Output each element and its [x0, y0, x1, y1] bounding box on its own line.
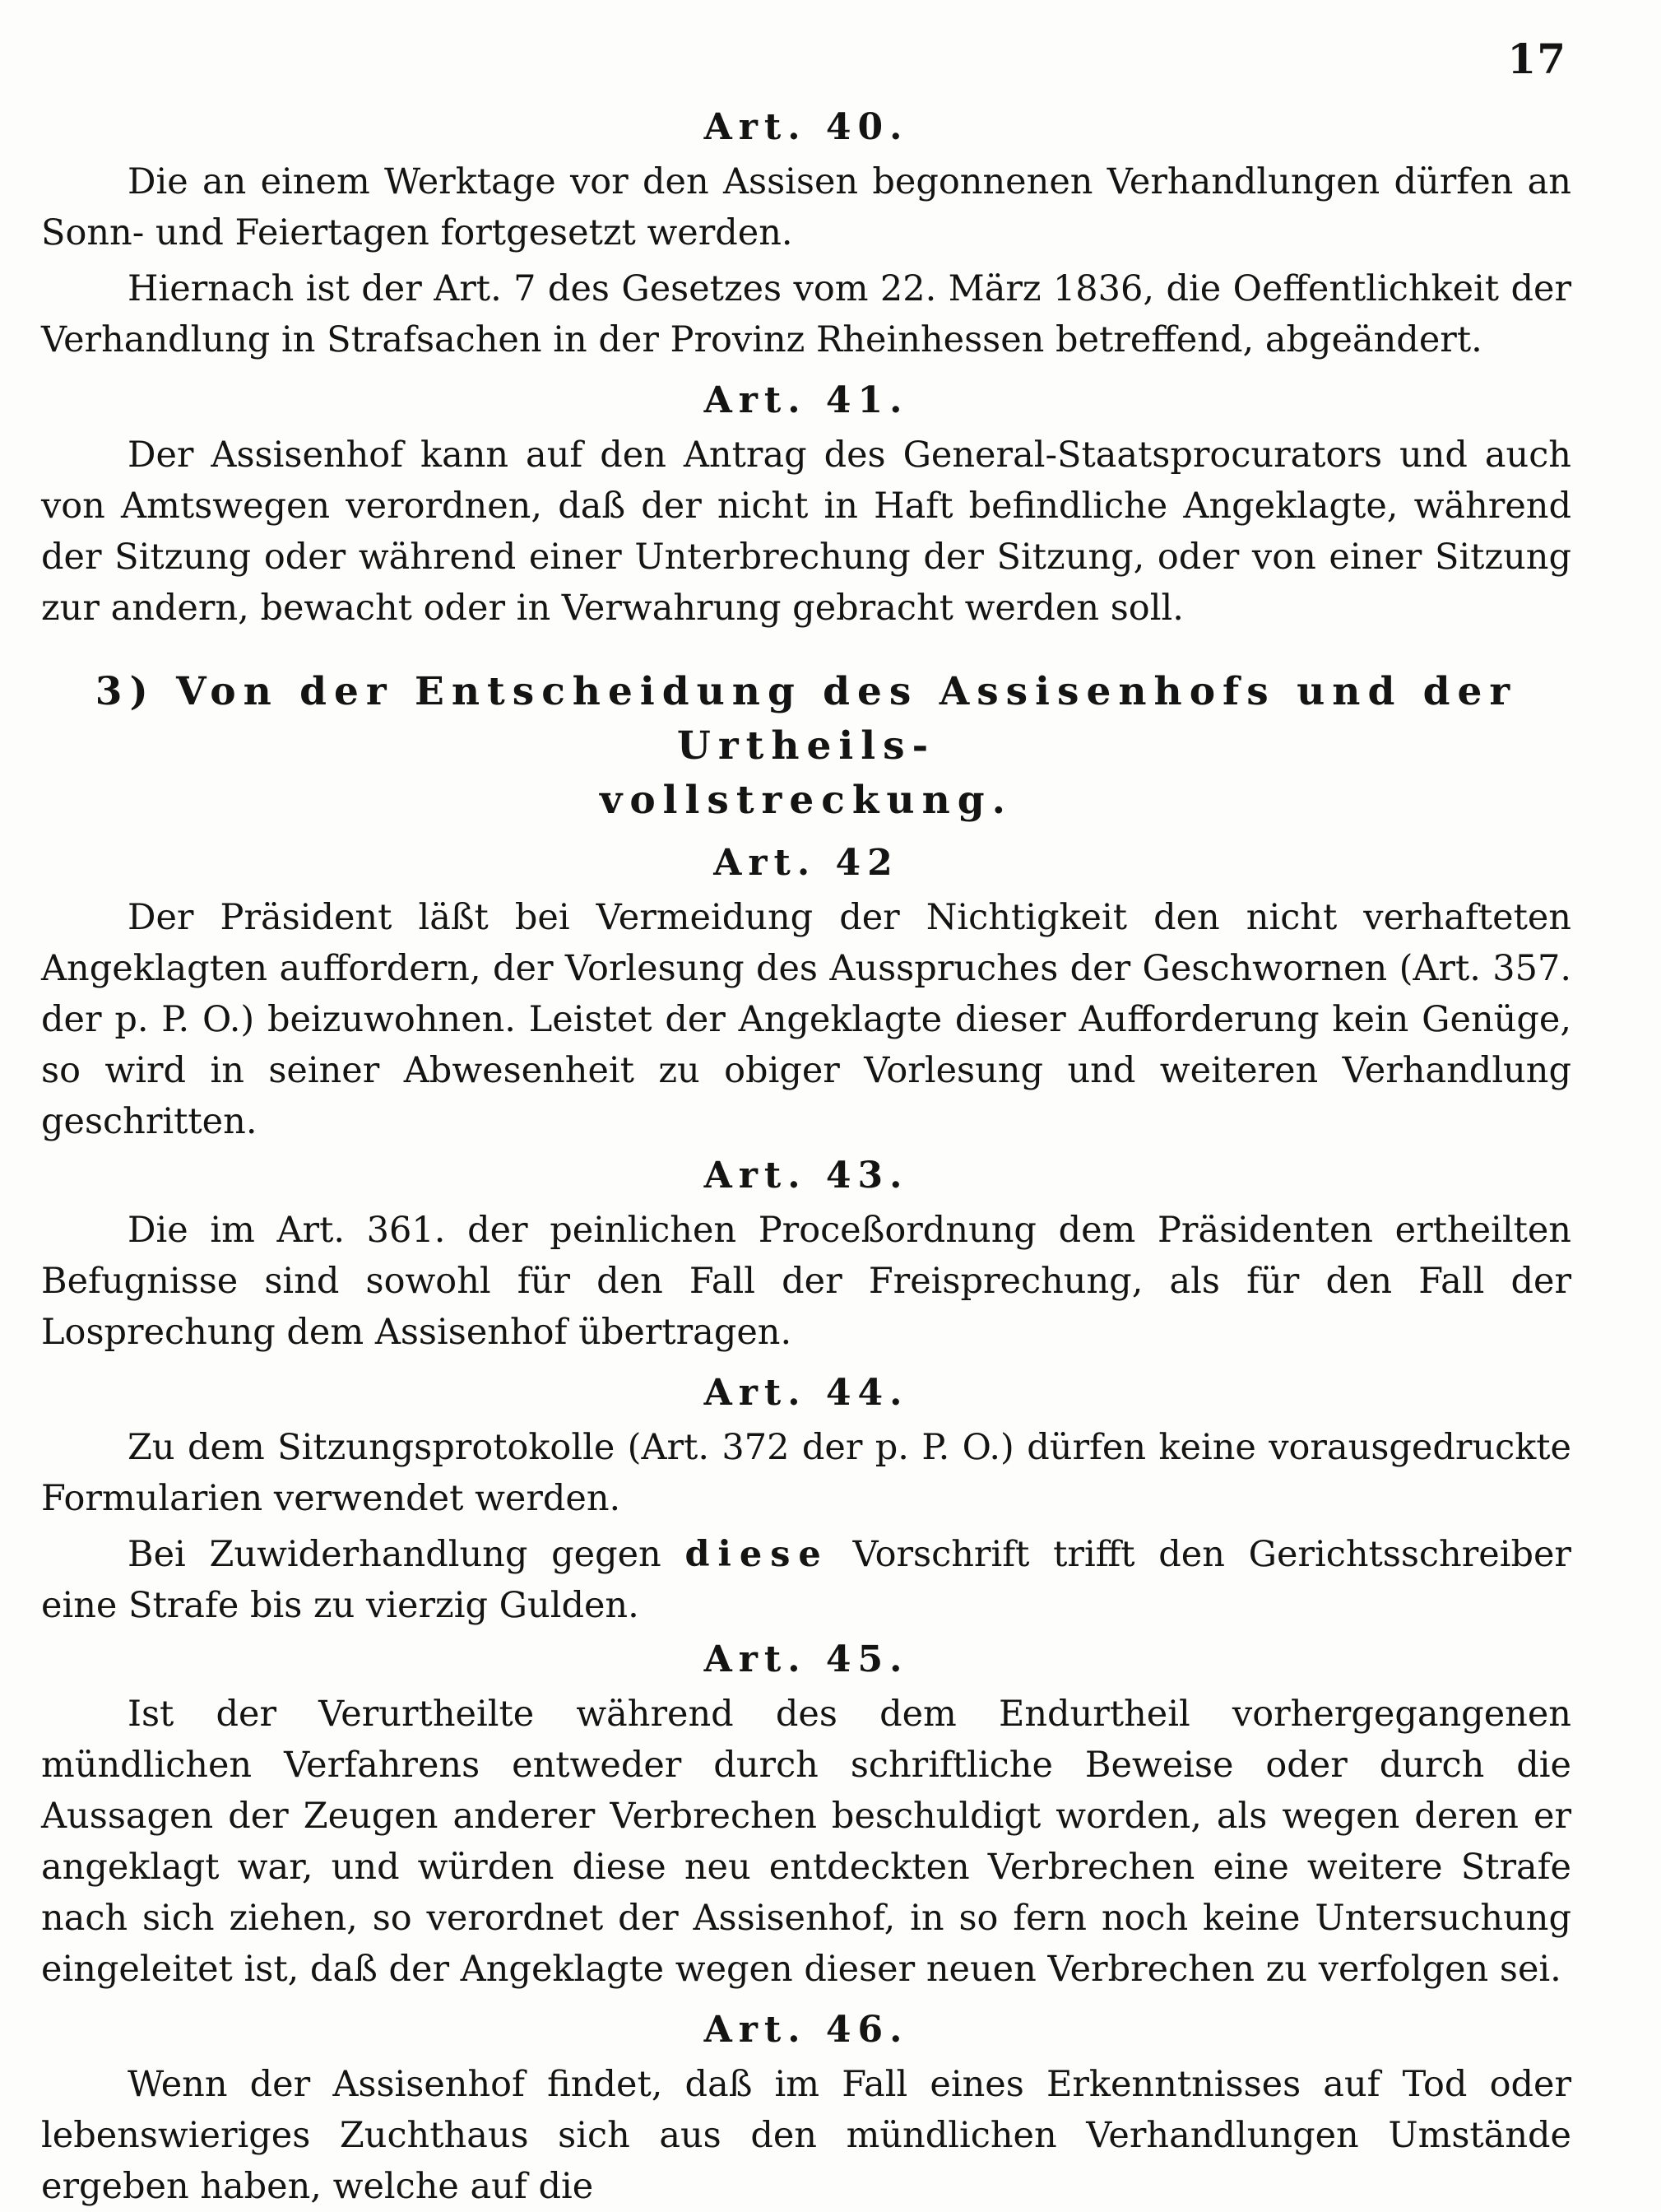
section-heading-line: vollstreckung.: [600, 778, 1013, 823]
paragraph: Der Assisenhof kann auf den Antrag des General-Staatsprocurators und auch von Amtswegen verordnen, daß der nicht in Haft befindliche Angeklagte, während der Sitzung oder während einer Unterbrechung der Sitzung, oder von einer Sitzung zur andern, bewacht oder in Verwahrung gebracht werden soll.: [41, 434, 1571, 629]
article-heading: Art. 42: [713, 842, 899, 884]
paragraph: Der Präsident läßt bei Vermeidung der Nichtigkeit den nicht verhafteten Angeklagten auffordern, der Vorlesung des Ausspruches der Geschwornen (Art. 357. der p. P. O.) beizuwohnen. Leistet der Angeklagte dieser Aufforderung kein Genüge, so wird in seiner Abwesenheit zu obiger Vorlesung und weiteren Verhandlung geschritten.: [41, 897, 1571, 1142]
article-heading: Art. 43.: [703, 1155, 909, 1197]
article-heading: Art. 44.: [703, 1372, 909, 1414]
section-heading-line: 3) Von der Entscheidung des Assisenhofs und der Urtheils-: [95, 669, 1518, 769]
article-heading: Art. 40.: [703, 106, 909, 148]
page-body: [41, 99, 1571, 2212]
paragraph: Hiernach ist der Art. 7 des Gesetzes vom 22. März 1836, die Oeffentlichkeit der Verhandlung in Strafsachen in der Provinz Rheinhessen betreffend, abgeändert.: [41, 268, 1571, 360]
article-heading: Art. 46.: [703, 2009, 909, 2051]
paragraph-text: Vorschrift trifft den Gerichtsschreiber eine Strafe bis zu vierzig Gulden.: [41, 1534, 1571, 1626]
article-heading: Art. 41.: [703, 379, 909, 421]
paragraph: Zu dem Sitzungsprotokolle (Art. 372 der p. P. O.) dürfen keine vorausgedruckte Formularien verwendet werden.: [41, 1427, 1571, 1519]
paragraph: Die im Art. 361. der peinlichen Proceßordnung dem Präsidenten ertheilten Befugnisse sind sowohl für den Fall der Freisprechung, als für den Fall der Losprechung dem Assisenhof übertragen.: [41, 1210, 1571, 1353]
page-number: 17: [1507, 35, 1566, 83]
emphasized-word: diese: [684, 1534, 829, 1575]
paragraph: Die an einem Werktage vor den Assisen begonnenen Verhandlungen dürfen an Sonn- und Feiertagen fortgesetzt werden.: [41, 161, 1571, 253]
paragraph: Wenn der Assisenhof findet, daß im Fall eines Erkenntnisses auf Tod oder lebenswieriges Zuchthaus sich aus den mündlichen Verhandlungen Umstände ergeben haben, welche auf die: [41, 2064, 1571, 2207]
paragraph: Ist der Verurtheilte während des dem Endurtheil vorhergegangenen mündlichen Verfahrens entweder durch schriftliche Beweise oder durch die Aussagen der Zeugen anderer Verbrechen beschuldigt worden, als wegen deren er angeklagt war, und würden diese neu entdeckten Verbrechen eine weitere Strafe nach sich ziehen, so verordnet der Assisenhof, in so fern noch keine Untersuchung eingeleitet ist, daß der Angeklagte wegen dieser neuen Verbrechen zu verfolgen sei.: [41, 1694, 1571, 1990]
paragraph-text: Bei Zuwiderhandlung gegen: [128, 1534, 685, 1575]
paragraph: [41, 1529, 1571, 1631]
section-heading: [41, 665, 1571, 828]
article-heading: Art. 45.: [703, 1638, 909, 1680]
